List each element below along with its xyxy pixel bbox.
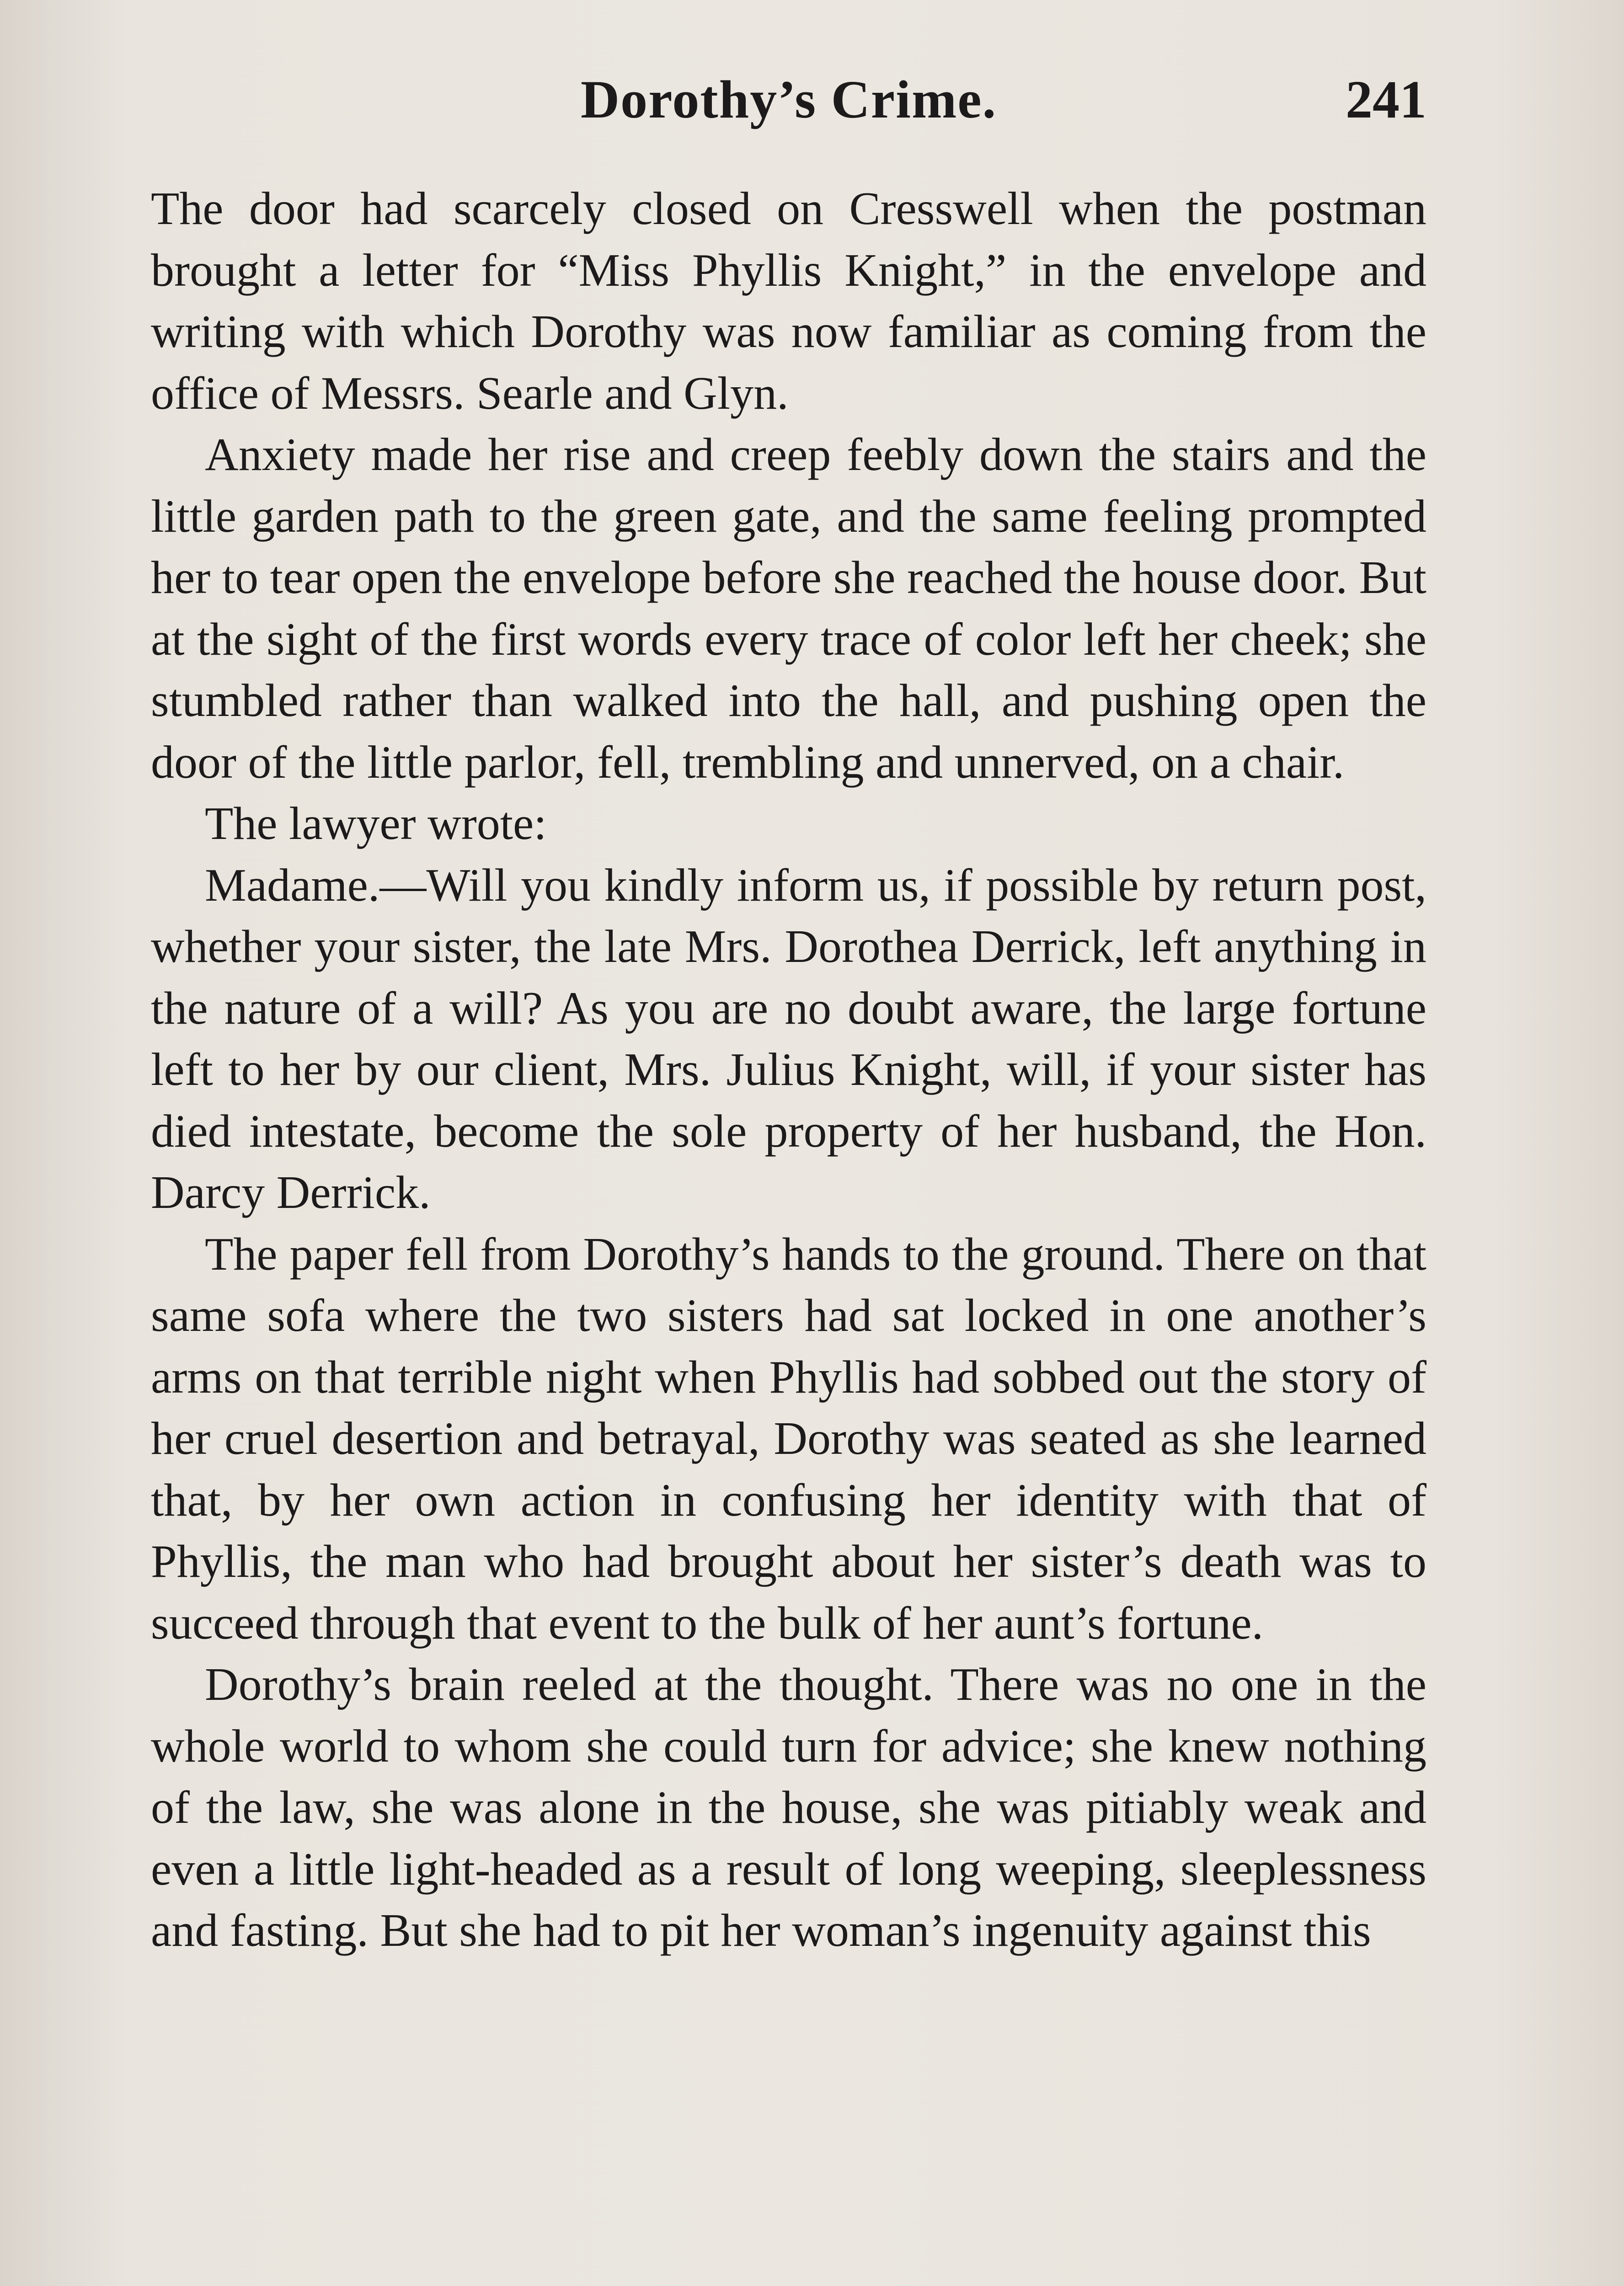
quoted-letter: Madame.—Will you kindly inform us, if possible by return post, whether your sister, the late Mrs. Dorothea Derrick, left anything in the nature of a will? As you are no doubt aware, the large fortune left to her by our client, Mrs. Julius Knight, will, if your sister has died intestate, become the sole property of her husband, the Hon. Darcy Derrick. [151, 859, 1426, 1218]
paragraph: Anxiety made her rise and creep feebly down the stairs and the little garden path to the green gate, and the same feeling prompted her to tear open the envelope before she reached the house door. But at the sight of the first words every trace of color left her cheek; she stumbled rather than walked into the hall, and pushing open the door of the little parlor, fell, trembling and unnerved, on a chair. [151, 429, 1426, 788]
paragraph: Dorothy’s brain reeled at the thought. There was no one in the whole world to whom she could turn for advice; she knew nothing of the law, she was alone in the house, she was pitiably weak and even a little light-headed as a result of long weeping, sleeplessness and fasting. But she had to pit her woman’s ingenuity against this [151, 1659, 1426, 1956]
paragraph: The lawyer wrote: [205, 798, 547, 849]
paragraph: The door had scarcely closed on Cresswell when the postman brought a letter for “Miss Phyllis Knight,” in the envelope and writing with which Dorothy was now familiar as coming from the office of Messrs. Searle and Glyn. [151, 183, 1426, 419]
paragraph: The paper fell from Dorothy’s hands to the ground. There on that same sofa where the two sisters had sat locked in one another’s arms on that terrible night when Phyllis had sobbed out the story of her cruel desertion and betrayal, Dorothy was seated as she learned that, by her own action in confusing her identity with that of Phyllis, the man who had brought about her sister’s death was to succeed through that event to the bulk of her aunt’s fortune. [151, 1228, 1426, 1649]
page-number: 241 [1346, 69, 1426, 129]
body-text [151, 178, 1426, 1962]
running-title: Dorothy’s Crime. [580, 69, 997, 129]
page-header [151, 69, 1426, 142]
